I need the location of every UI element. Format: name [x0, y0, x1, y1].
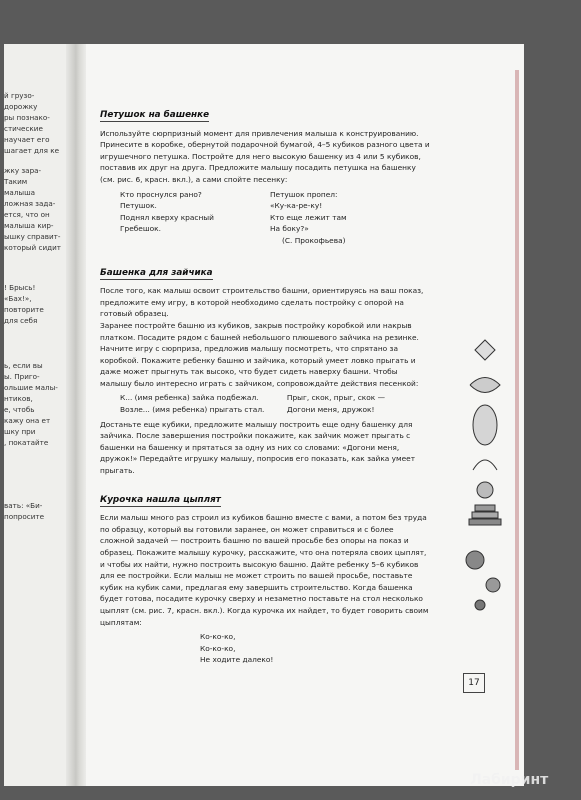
rhyme-line: «Ку-ка-ре-ку! [270, 201, 323, 211]
rhyme-right [287, 392, 430, 415]
paragraph: Используйте сюрпризный момент для привлечения малыша к конструированию. Принесите в коробке, обернутой подарочной бумагой, 4–5 кубиков разного цвета и игрушечного петушка. Постройте для него высокую башенку из 4 или 5 кубиков, поставив их друг на друга. Предложите малышу посадить петушка на башенку (см. рис. 6, красн. вкл.), а сами спойте песенку: [100, 128, 430, 184]
rhyme-line: Гребешок. [120, 224, 161, 234]
rhyme-line: Прыг, скок, прыг, скок — [286, 393, 385, 403]
rhyme-line: Петушок пропел: [270, 189, 338, 199]
section-kurochka [100, 495, 430, 666]
section-title: Башенка для зайчика [100, 267, 213, 278]
left-page-text-fragment: дорожку [4, 102, 38, 111]
page-edge [515, 70, 519, 770]
rhyme-line: Кто еще лежит там [270, 212, 347, 222]
paragraph: Достаньте еще кубики, предложите малышу построить еще одну башенку для зайчика. После завершения постройки покажите, как зайчик может прыгать с башенки на башенку и прятаться за одну из них со словами: «Догони меня, дружок!» Передайте игрушку малышу, попросив его показать, как зайка умеет прыгать. [100, 419, 416, 476]
rhyme-line: Поднял кверху красный [120, 212, 214, 222]
left-page-text-fragment: попросите [4, 512, 44, 521]
left-page-text-fragment: Таким [4, 177, 28, 186]
rhyme-line: На боку?» [270, 224, 309, 234]
rhyme-line: Ко-ко-ко, [200, 643, 236, 653]
left-page-text-fragment: жку зара- [4, 166, 42, 175]
left-page-text-fragment: е, чтобь [4, 405, 35, 414]
left-page-text-fragment: ь, если вы [4, 361, 43, 370]
paragraph: Если малыш много раз строил из кубиков башню вместе с вами, а потом без труда по образцу, который вы готовили заранее, он может справиться и с более сложной задачей — построить башню по вашей просьбе без опоры на показ и образец. Покажите малышу курочку, расскажите, что она потеряла своих цыплят, и чтобы их найти, нужно построить высокую башню. Дайте ребенку 5–6 кубиков для ее постройки. Если малыш не может строить по вашей просьбе, поставьте кубик на кубик сами, предлагая ему завершить строительство. Когда башенка будет готова, посадите курочку сверху и незаметно поставьте на стол несколько цыплят (см. рис. 7, красн. вкл.). Когда курочка их найдет, то будет говорить своим цыплятам: [100, 513, 429, 627]
rhyme-left [120, 189, 270, 247]
left-page-text-fragment: ышку справит- [4, 232, 61, 241]
left-page-text-fragment: ложная зада- [4, 199, 56, 208]
left-page-text-fragment: «Бах!», [4, 294, 32, 303]
rhyme-line: Петушок. [120, 201, 157, 211]
left-page-text-fragment: для себя [4, 316, 38, 325]
rhyme-line: Догони меня, дружок! [286, 405, 375, 415]
left-page [4, 44, 74, 786]
rhyme [120, 189, 430, 247]
left-page-text-fragment: научает его [4, 135, 50, 144]
left-page-text-fragment: ольшие малы- [4, 383, 58, 392]
left-page-text-fragment: малыша [4, 188, 36, 197]
rhyme-left [200, 631, 350, 666]
left-page-text-fragment: который сидит [4, 243, 61, 252]
left-page-text-fragment: шагает для ке [4, 146, 59, 155]
rhyme-line: К... (имя ребенка) зайка подбежал. [120, 393, 259, 403]
rhyme-line: Кто проснулся рано? [120, 189, 202, 199]
page-number: 17 [463, 673, 485, 693]
rhyme [120, 392, 430, 415]
left-page-text-fragment: стические [4, 124, 43, 133]
rhyme-line: Возле... (имя ребенка) прыгать стал. [120, 405, 265, 415]
book-gutter [66, 44, 88, 786]
left-page-text-fragment: ры познако- [4, 113, 50, 122]
left-page-text-fragment: ется, что он [4, 210, 50, 219]
paragraph: Заранее постройте башню из кубиков, закрыв постройку коробкой или накрыв платком. Посадите рядом с башней небольшого плюшевого зайчика на резинке. Начните игру с сюрприза, предложив малышу посмотреть, что спрятано за коробкой. Покажите ребенку башню и зайчика, который умеет ловко прыгать и даже может прыгнуть так высоко, что будет сидеть наверху башни. Чтобы малышу было интересно играть с зайчиком, сопровождайте действия песенкой: [100, 320, 419, 388]
paragraph: После того, как малыш освоит строительство башни, ориентируясь на ваш показ, предложите ему игру, в которой необходимо сделать постройку с опорой на готовый образец. [100, 286, 424, 319]
left-page-text-fragment: малыша кир- [4, 221, 54, 230]
rhyme-line: Ко-ко-ко, [200, 632, 236, 642]
section-petushok [100, 110, 430, 247]
rhyme-right [270, 189, 420, 247]
toys-illustration [455, 330, 515, 630]
watermark: Лабиринт [470, 772, 549, 788]
left-page-text-fragment: вать: «Би- [4, 501, 43, 510]
section-title: Петушок на башенке [100, 110, 210, 120]
left-page-text-fragment: повторите [4, 305, 44, 314]
left-page-text-fragment: нтиков, [4, 394, 33, 403]
section-title: Курочка нашла цыплят [100, 494, 221, 505]
left-page-text-fragment: шку при [4, 427, 36, 436]
rhyme [200, 631, 430, 666]
left-page-text-fragment: й грузо- [4, 91, 35, 100]
rhyme-line: Не ходите далеко! [200, 655, 274, 665]
rhyme-author: (С. Прокофьева) [282, 235, 346, 245]
page-content [100, 110, 430, 669]
rhyme-left [120, 392, 287, 415]
left-page-text-fragment: ы. Приго- [4, 372, 40, 381]
left-page-text-fragment: ! Брысь! [4, 283, 36, 292]
section-bashenka [100, 268, 430, 477]
left-page-text-fragment: кажу она ет [4, 416, 51, 425]
left-page-text-fragment: , покатайте [4, 438, 49, 447]
